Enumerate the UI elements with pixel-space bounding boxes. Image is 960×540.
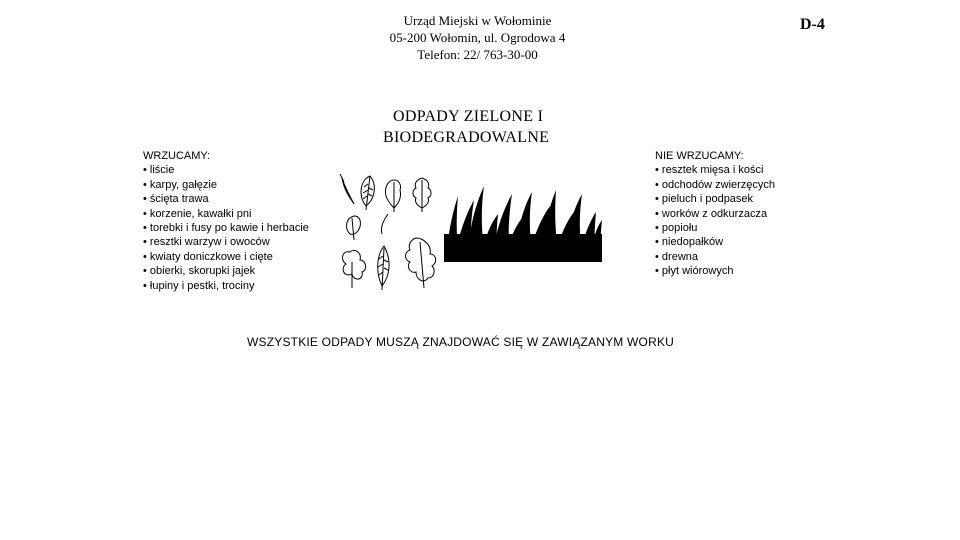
- list-item: • drewna: [655, 250, 775, 264]
- list-item: • ścięta trawa: [143, 192, 309, 206]
- list-item: • odchodów zwierzęcych: [655, 178, 775, 192]
- page-title: [383, 106, 583, 148]
- list-item: • pieluch i podpasek: [655, 192, 775, 206]
- header: [330, 12, 625, 63]
- list-item: • korzenie, kawałki pni: [143, 207, 309, 221]
- list-item: • popiołu: [655, 221, 775, 235]
- footer-note: WSZYSTKIE ODPADY MUSZĄ ZNAJDOWAĆ SIĘ W ZAWIĄZANYM WORKU: [247, 335, 675, 349]
- list-item: • płyt wiórowych: [655, 264, 775, 278]
- leaves-icon: [336, 170, 442, 292]
- reject-heading: NIE WRZUCAMY:: [655, 150, 744, 162]
- list-item: • liście: [143, 163, 309, 177]
- doc-code: D-4: [800, 16, 825, 33]
- list-item: • kwiaty doniczkowe i cięte: [143, 250, 309, 264]
- list-item: • worków z odkurzacza: [655, 207, 775, 221]
- office-phone: Telefon: 22/ 763-30-00: [417, 47, 538, 62]
- title-line-1: ODPADY ZIELONE I: [393, 108, 544, 125]
- list-item: • obierki, skorupki jajek: [143, 264, 309, 278]
- accept-heading: WRZUCAMY:: [143, 150, 211, 162]
- list-item: • torebki i fusy po kawie i herbacie: [143, 221, 309, 235]
- reject-list: [655, 149, 775, 279]
- title-line-2: BIODEGRADOWALNE: [383, 129, 550, 146]
- accept-list: [143, 149, 309, 293]
- list-item: • niedopałków: [655, 235, 775, 249]
- list-item: • karpy, gałęzie: [143, 178, 309, 192]
- list-item: • łupiny i pestki, trociny: [143, 279, 309, 293]
- office-address: 05-200 Wołomin, ul. Ogrodowa 4: [389, 30, 566, 45]
- grass-icon: [444, 184, 604, 264]
- list-item: • resztek mięsa i kości: [655, 163, 775, 177]
- office-name: Urząd Miejski w Wołominie: [403, 13, 552, 28]
- list-item: • resztki warzyw i owoców: [143, 235, 309, 249]
